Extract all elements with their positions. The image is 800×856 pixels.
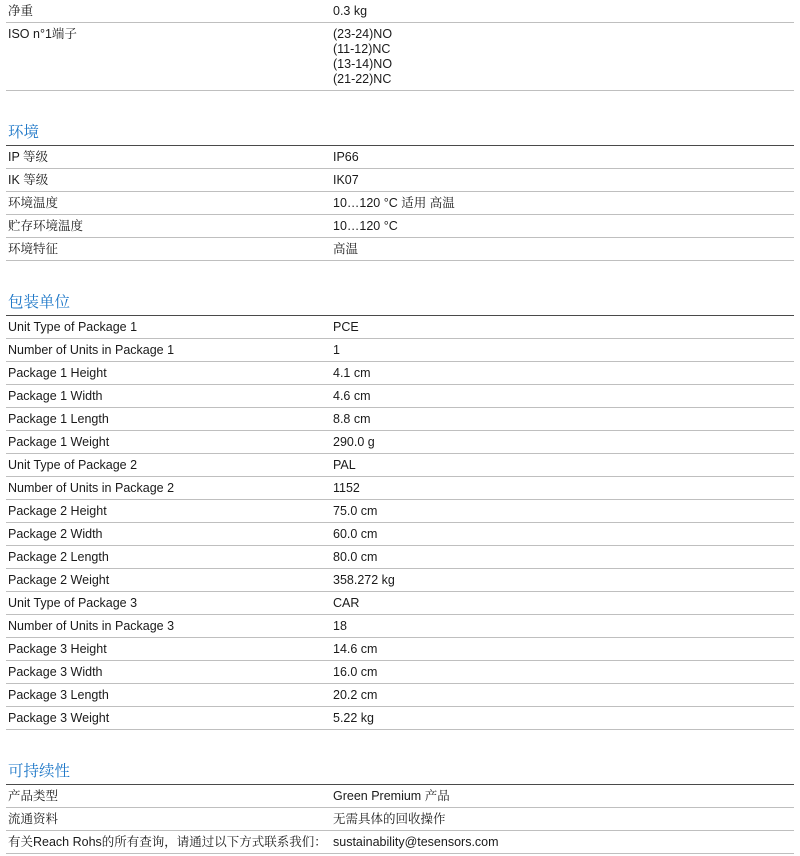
- row-label: 有关Reach Rohs的所有查询，请通过以下方式联系我们：: [6, 831, 330, 854]
- row-value: 10…120 °C: [330, 215, 794, 238]
- row-label: Package 2 Length: [6, 546, 330, 569]
- environment-table: [6, 146, 794, 261]
- table-row: [6, 454, 794, 477]
- table-row: [6, 339, 794, 362]
- row-value: 无需具体的回收操作: [330, 808, 794, 831]
- row-value: IK07: [330, 169, 794, 192]
- row-label: 贮存环境温度: [6, 215, 330, 238]
- table-row: [6, 385, 794, 408]
- row-label: Package 1 Weight: [6, 431, 330, 454]
- row-value: 8.8 cm: [330, 408, 794, 431]
- row-value: 1: [330, 339, 794, 362]
- sustainability-table: [6, 785, 794, 854]
- row-value: 14.6 cm: [330, 638, 794, 661]
- row-value: CAR: [330, 592, 794, 615]
- row-value: 16.0 cm: [330, 661, 794, 684]
- row-value: 358.272 kg: [330, 569, 794, 592]
- terminal-line: (21-22)NC: [333, 72, 392, 86]
- table-row: [6, 615, 794, 638]
- row-value: PCE: [330, 316, 794, 339]
- row-label: Number of Units in Package 3: [6, 615, 330, 638]
- terminal-line: (23-24)NO: [333, 27, 393, 41]
- row-label: 环境温度: [6, 192, 330, 215]
- packaging-table: [6, 316, 794, 730]
- row-value: 1152: [330, 477, 794, 500]
- row-value: 75.0 cm: [330, 500, 794, 523]
- general-table: [6, 0, 794, 91]
- table-row: [6, 23, 794, 91]
- row-value: 4.6 cm: [330, 385, 794, 408]
- row-value: 80.0 cm: [330, 546, 794, 569]
- datasheet-page: [6, 0, 794, 854]
- row-label: ISO n°1端子: [6, 23, 330, 91]
- table-row: [6, 523, 794, 546]
- row-label: Package 3 Width: [6, 661, 330, 684]
- row-value: PAL: [330, 454, 794, 477]
- section-title-sustainability: 可持续性: [6, 762, 794, 785]
- row-value: 20.2 cm: [330, 684, 794, 707]
- row-value: 0.3 kg: [330, 0, 794, 23]
- row-value: Green Premium 产品: [330, 785, 794, 808]
- table-row: [6, 316, 794, 339]
- row-label: Package 1 Width: [6, 385, 330, 408]
- table-row: [6, 592, 794, 615]
- row-label: Package 2 Weight: [6, 569, 330, 592]
- table-row: [6, 215, 794, 238]
- table-row: [6, 192, 794, 215]
- table-row: [6, 477, 794, 500]
- row-label: Package 1 Height: [6, 362, 330, 385]
- contact-email[interactable]: sustainability@tesensors.com: [330, 831, 794, 854]
- table-row: [6, 238, 794, 261]
- table-row: [6, 169, 794, 192]
- table-row: [6, 661, 794, 684]
- row-label: Unit Type of Package 1: [6, 316, 330, 339]
- terminal-line: (11-12)NC: [333, 42, 391, 56]
- row-label: Package 3 Weight: [6, 707, 330, 730]
- row-label: IP 等级: [6, 146, 330, 169]
- section-title-packaging: 包装单位: [6, 293, 794, 316]
- row-value: 60.0 cm: [330, 523, 794, 546]
- row-value: 18: [330, 615, 794, 638]
- row-value: 10…120 °C 适用 高温: [330, 192, 794, 215]
- row-label: Unit Type of Package 3: [6, 592, 330, 615]
- section-title-environment: 环境: [6, 123, 794, 146]
- table-row: [6, 431, 794, 454]
- row-value: IP66: [330, 146, 794, 169]
- row-value-multiline: [330, 23, 794, 91]
- row-label: Number of Units in Package 1: [6, 339, 330, 362]
- row-value: 高温: [330, 238, 794, 261]
- row-label: Package 2 Height: [6, 500, 330, 523]
- row-label: Package 3 Length: [6, 684, 330, 707]
- table-row: [6, 146, 794, 169]
- table-row: [6, 362, 794, 385]
- row-label: 净重: [6, 0, 330, 23]
- table-row: [6, 638, 794, 661]
- row-label: Number of Units in Package 2: [6, 477, 330, 500]
- table-row: [6, 831, 794, 854]
- row-label: 流通资料: [6, 808, 330, 831]
- row-value: 4.1 cm: [330, 362, 794, 385]
- row-label: Package 1 Length: [6, 408, 330, 431]
- table-row: [6, 785, 794, 808]
- table-row: [6, 0, 794, 23]
- row-value: 290.0 g: [330, 431, 794, 454]
- row-label: Unit Type of Package 2: [6, 454, 330, 477]
- row-label: Package 3 Height: [6, 638, 330, 661]
- row-value: 5.22 kg: [330, 707, 794, 730]
- terminal-line: (13-14)NO: [333, 57, 393, 71]
- table-row: [6, 500, 794, 523]
- row-label: 环境特征: [6, 238, 330, 261]
- table-row: [6, 684, 794, 707]
- row-label: Package 2 Width: [6, 523, 330, 546]
- row-label: IK 等级: [6, 169, 330, 192]
- table-row: [6, 808, 794, 831]
- table-row: [6, 546, 794, 569]
- table-row: [6, 707, 794, 730]
- table-row: [6, 408, 794, 431]
- table-row: [6, 569, 794, 592]
- row-label: 产品类型: [6, 785, 330, 808]
